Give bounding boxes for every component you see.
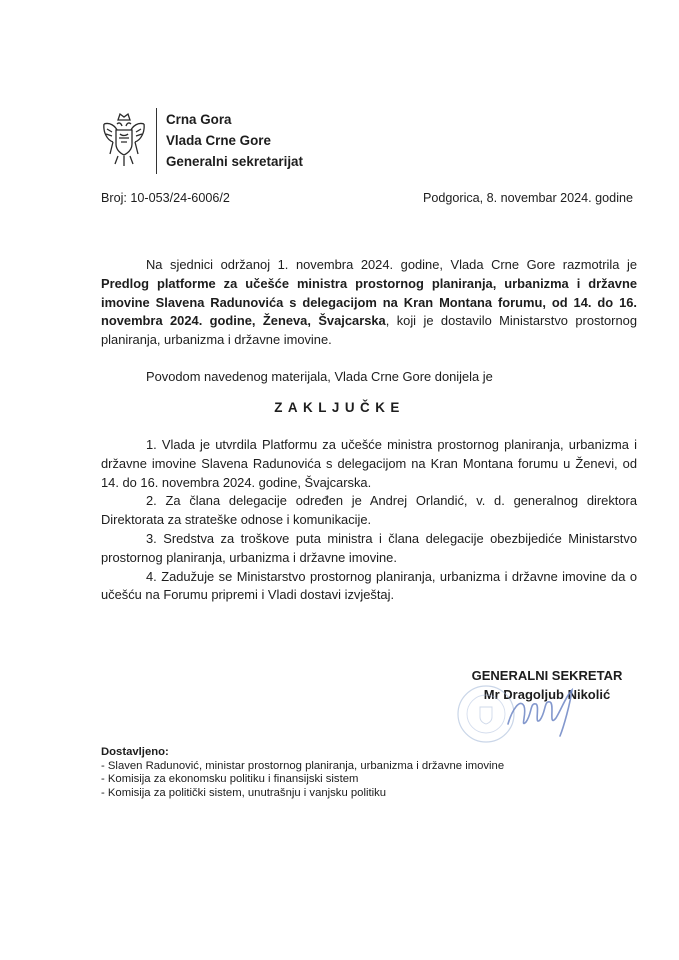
document-number: Broj: 10-053/24-6006/2 <box>101 191 230 205</box>
place-and-date: Podgorica, 8. novembar 2024. godine <box>422 191 633 205</box>
intro-subject: Predlog platforme za učešće ministra prostornog planiranja, urbanizma i državne imovine Slavena Radunovića s delegacijom na Kran Montana forumu, od 14. do 16. novembra 2024. godine, Ženeva, Švajcarska <box>101 275 637 329</box>
distribution-item: - Komisija za ekonomsku politiku i finansijski sistem <box>101 773 359 786</box>
distribution-item: - Slaven Radunović, ministar prostornog planiranja, urbanizma i državne imovine <box>101 759 505 772</box>
reference-row <box>101 191 633 205</box>
distribution-list <box>101 746 504 800</box>
header-divider <box>156 108 157 174</box>
intro-text-1: Na sjednici održanoj 1. novembra 2024. godine, Vlada Crne Gore razmotrila je <box>146 257 637 272</box>
coat-of-arms-icon <box>101 110 147 168</box>
secretariat-name: Generalni sekretarijat <box>166 154 303 169</box>
conclusions-list <box>101 436 637 605</box>
conclusion-item: 1. Vlada je utvrdila Platformu za učešće ministra prostornog planiranja, urbanizma i državne imovine Slavena Radunovića s delegacijom na Kran Montana forumu u Ženevi, od 14. do 16. novembra 2024. godine, Švajcarska. <box>101 437 637 490</box>
conclusion-item: 3. Sredstva za troškove puta ministra i člana delegacije obezbijediće Ministarstvo prostornog planiranja, urbanizma i državne imovine. <box>101 530 637 565</box>
conclusion-item: 4. Zadužuje se Ministarstvo prostornog planiranja, urbanizma i državne imovine da o učešću na Forumu pripremi i Vladi dostavi izvještaj. <box>101 568 637 603</box>
distribution-item: - Komisija za politički sistem, unutrašnju i vanjsku politiku <box>101 786 387 799</box>
distribution-heading: Dostavljeno: <box>101 746 169 758</box>
section-title: ZAKLJUČKE <box>274 400 405 415</box>
intro-paragraph <box>101 256 637 350</box>
signatory-title: GENERALNI SEKRETAR <box>471 668 623 683</box>
country-name: Crna Gora <box>166 112 232 127</box>
intro-text-2: , koji je dostavilo Ministarstvo prostornog planiranja, urbanizma i državne imovine. <box>101 313 637 348</box>
letterhead <box>166 109 303 172</box>
government-name: Vlada Crne Gore <box>166 133 271 148</box>
handwritten-signature-icon <box>500 684 600 742</box>
intro-followup: Povodom navedenog materijala, Vlada Crne Gore donijela je <box>146 369 493 384</box>
signatory-name: Mr Dragoljub Nikolić <box>483 687 611 702</box>
conclusion-item: 2. Za člana delegacije određen je Andrej Orlandić, v. d. generalnog direktora Direktorata za strateške odnose i komunikacije. <box>101 493 637 528</box>
